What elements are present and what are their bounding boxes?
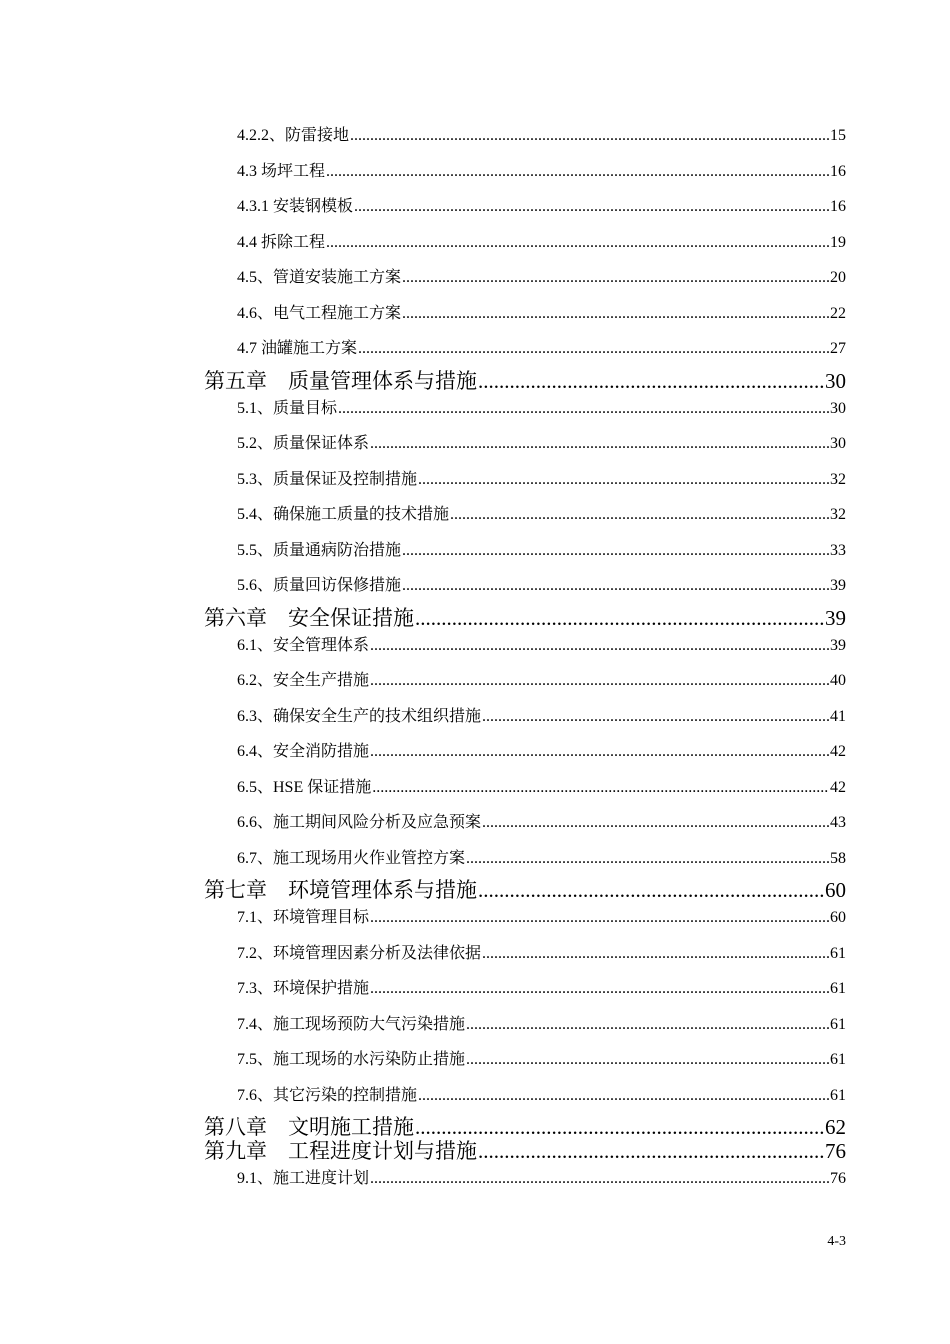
dot-leader bbox=[372, 772, 829, 804]
toc-entry-page: 61 bbox=[830, 1086, 846, 1104]
toc-entry-title: 第七章 环境管理体系与措施 bbox=[204, 878, 477, 902]
toc-entry-title: 4.3 场坪工程 bbox=[237, 162, 326, 180]
toc-entry-title: 4.7 油罐施工方案 bbox=[237, 340, 358, 357]
dot-leader bbox=[370, 902, 829, 934]
toc-entry-title: 6.1、安全管理体系 bbox=[237, 636, 370, 654]
dot-leader bbox=[415, 606, 824, 630]
toc-section-entry[interactable] bbox=[204, 630, 846, 666]
toc-entry-page: 58 bbox=[830, 849, 846, 867]
toc-section-entry[interactable] bbox=[204, 807, 846, 843]
toc-entry-title: 6.2、安全生产措施 bbox=[237, 672, 370, 689]
toc-entry-page: 61 bbox=[830, 1051, 846, 1068]
toc-section-entry[interactable] bbox=[204, 973, 846, 1009]
toc-entry-title: 5.5、质量通病防治措施 bbox=[237, 541, 402, 559]
toc-section-entry[interactable] bbox=[204, 570, 846, 606]
dot-leader bbox=[370, 665, 829, 697]
toc-section-entry[interactable] bbox=[204, 736, 846, 772]
dot-leader bbox=[370, 1163, 829, 1195]
toc-section-entry[interactable] bbox=[204, 393, 846, 429]
toc-entry-page: 19 bbox=[830, 233, 846, 251]
toc-entry-title: 6.5、HSE 保证措施 bbox=[237, 778, 372, 796]
dot-leader bbox=[338, 393, 829, 425]
toc-section-entry[interactable] bbox=[204, 298, 846, 334]
toc-entry-page: 76 bbox=[825, 1139, 846, 1163]
toc-entry-page: 32 bbox=[830, 506, 846, 523]
toc-entry-title: 9.1、施工进度计划 bbox=[237, 1170, 370, 1187]
toc-entry-page: 30 bbox=[825, 368, 846, 393]
toc-entry-title: 7.4、施工现场预防大气污染措施 bbox=[237, 1015, 466, 1033]
toc-entry-page: 16 bbox=[830, 198, 846, 215]
toc-entry-page: 20 bbox=[830, 269, 846, 286]
toc-section-entry[interactable] bbox=[204, 902, 846, 938]
toc-entry-page: 32 bbox=[830, 470, 846, 488]
toc-entry-title: 7.2、环境管理因素分析及法律依据 bbox=[237, 944, 482, 962]
page-number: 4-3 bbox=[827, 1234, 846, 1249]
toc-chapter-entry[interactable] bbox=[204, 369, 846, 393]
toc-entry-title: 6.7、施工现场用火作业管控方案 bbox=[237, 849, 466, 867]
dot-leader bbox=[478, 878, 824, 902]
toc-section-entry[interactable] bbox=[204, 120, 846, 156]
toc-section-entry[interactable] bbox=[204, 191, 846, 227]
toc-entry-title: 第九章 工程进度计划与措施 bbox=[204, 1139, 477, 1163]
dot-leader bbox=[466, 1044, 829, 1076]
dot-leader bbox=[402, 262, 829, 294]
toc-entry-page: 61 bbox=[830, 980, 846, 997]
toc-section-entry[interactable] bbox=[204, 1044, 846, 1080]
toc-section-entry[interactable] bbox=[204, 227, 846, 263]
dot-leader bbox=[370, 736, 829, 768]
toc-section-entry[interactable] bbox=[204, 701, 846, 737]
toc-entry-title: 6.6、施工期间风险分析及应急预案 bbox=[237, 814, 482, 831]
toc-section-entry[interactable] bbox=[204, 1163, 846, 1199]
toc-entry-title: 7.1、环境管理目标 bbox=[237, 909, 370, 926]
toc-section-entry[interactable] bbox=[204, 428, 846, 464]
toc-section-entry[interactable] bbox=[204, 535, 846, 571]
toc-section-entry[interactable] bbox=[204, 464, 846, 500]
toc-section-entry[interactable] bbox=[204, 1080, 846, 1116]
toc-section-entry[interactable] bbox=[204, 1009, 846, 1045]
dot-leader bbox=[370, 973, 829, 1005]
dot-leader bbox=[370, 630, 829, 662]
toc-entry-title: 7.3、环境保护措施 bbox=[237, 980, 370, 997]
toc-section-entry[interactable] bbox=[204, 772, 846, 808]
toc-entry-page: 76 bbox=[830, 1170, 846, 1187]
toc-chapter-entry[interactable] bbox=[204, 1139, 846, 1163]
dot-leader bbox=[402, 298, 829, 330]
toc-section-entry[interactable] bbox=[204, 938, 846, 974]
toc-entry-page: 60 bbox=[830, 909, 846, 926]
toc-chapter-entry[interactable] bbox=[204, 606, 846, 630]
toc-entry-title: 7.5、施工现场的水污染防止措施 bbox=[237, 1051, 466, 1068]
toc-entry-title: 第六章 安全保证措施 bbox=[204, 605, 414, 630]
toc-entry-title: 6.4、安全消防措施 bbox=[237, 743, 370, 760]
toc-section-entry[interactable] bbox=[204, 843, 846, 879]
toc-entry-title: 5.2、质量保证体系 bbox=[237, 435, 370, 452]
toc-entry-title: 4.6、电气工程施工方案 bbox=[237, 304, 402, 322]
toc-entry-title: 7.6、其它污染的控制措施 bbox=[237, 1086, 418, 1104]
toc-entry-page: 27 bbox=[830, 340, 846, 357]
toc-entry-title: 6.3、确保安全生产的技术组织措施 bbox=[237, 707, 482, 725]
toc-entry-page: 43 bbox=[830, 814, 846, 831]
toc-section-entry[interactable] bbox=[204, 499, 846, 535]
toc-entry-title: 5.3、质量保证及控制措施 bbox=[237, 470, 418, 488]
toc-entry-page: 40 bbox=[830, 672, 846, 689]
dot-leader bbox=[418, 1080, 829, 1112]
toc-section-entry[interactable] bbox=[204, 333, 846, 369]
dot-leader bbox=[482, 701, 829, 733]
dot-leader bbox=[350, 120, 829, 152]
toc-entry-page: 41 bbox=[830, 707, 846, 725]
dot-leader bbox=[358, 333, 829, 365]
toc-entry-page: 22 bbox=[830, 304, 846, 322]
toc-chapter-entry[interactable] bbox=[204, 1115, 846, 1139]
toc-entry-page: 62 bbox=[825, 1115, 846, 1139]
toc-entry-title: 4.2.2、防雷接地 bbox=[237, 127, 350, 144]
toc-entry-page: 42 bbox=[830, 743, 846, 760]
toc-entry-page: 33 bbox=[830, 541, 846, 559]
toc-section-entry[interactable] bbox=[204, 665, 846, 701]
toc-entry-page: 42 bbox=[830, 778, 846, 796]
toc-section-entry[interactable] bbox=[204, 156, 846, 192]
dot-leader bbox=[466, 1009, 829, 1041]
toc-entry-page: 61 bbox=[830, 944, 846, 962]
toc-entry-title: 5.4、确保施工质量的技术措施 bbox=[237, 506, 450, 523]
toc-entry-page: 60 bbox=[825, 878, 846, 902]
toc-entry-page: 61 bbox=[830, 1015, 846, 1033]
dot-leader bbox=[466, 843, 829, 875]
dot-leader bbox=[482, 807, 829, 839]
dot-leader bbox=[402, 570, 829, 602]
dot-leader bbox=[478, 369, 824, 393]
toc-chapter-entry[interactable] bbox=[204, 878, 846, 902]
toc-entry-title: 4.4 拆除工程 bbox=[237, 233, 326, 251]
toc-entry-title: 5.1、质量目标 bbox=[237, 399, 338, 417]
toc-entry-title: 4.3.1 安装钢模板 bbox=[237, 198, 354, 215]
dot-leader bbox=[418, 464, 829, 496]
toc-entry-page: 39 bbox=[830, 577, 846, 594]
toc-entry-page: 30 bbox=[830, 435, 846, 452]
dot-leader bbox=[478, 1139, 824, 1163]
toc-entry-page: 39 bbox=[830, 636, 846, 654]
toc-entry-page: 15 bbox=[830, 127, 846, 144]
dot-leader bbox=[370, 428, 829, 460]
dot-leader bbox=[482, 938, 829, 970]
toc-entry-title: 第五章 质量管理体系与措施 bbox=[204, 368, 477, 393]
toc-entry-page: 30 bbox=[830, 399, 846, 417]
toc-section-entry[interactable] bbox=[204, 262, 846, 298]
dot-leader bbox=[450, 499, 829, 531]
dot-leader bbox=[415, 1115, 824, 1139]
dot-leader bbox=[326, 156, 829, 188]
toc-entry-page: 39 bbox=[825, 605, 846, 630]
toc-entry-title: 第八章 文明施工措施 bbox=[204, 1115, 414, 1139]
dot-leader bbox=[354, 191, 829, 223]
dot-leader bbox=[402, 535, 829, 567]
dot-leader bbox=[326, 227, 829, 259]
table-of-contents bbox=[204, 120, 846, 1199]
toc-entry-title: 5.6、质量回访保修措施 bbox=[237, 577, 402, 594]
toc-entry-title: 4.5、管道安装施工方案 bbox=[237, 269, 402, 286]
toc-entry-page: 16 bbox=[830, 162, 846, 180]
